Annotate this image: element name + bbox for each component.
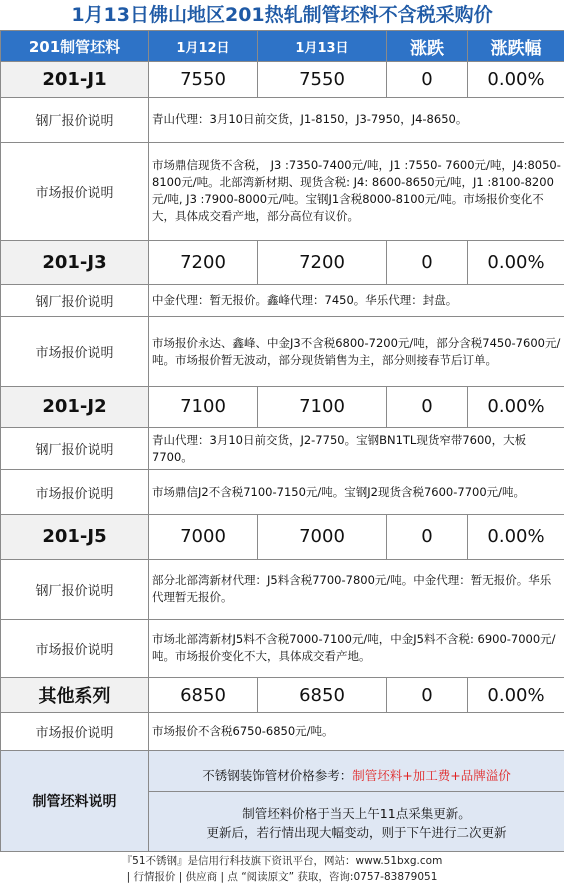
curr-price: 7000 xyxy=(258,514,387,559)
curr-price: 7550 xyxy=(258,62,387,98)
note-row xyxy=(1,712,564,751)
curr-price: 7200 xyxy=(258,241,387,285)
site-footer xyxy=(0,852,564,886)
note-label: 钢厂报价说明 xyxy=(1,427,149,470)
note-row xyxy=(1,619,564,678)
price-change-pct: 0.00% xyxy=(468,62,564,98)
price-change-pct: 0.00% xyxy=(468,678,564,713)
note-text: 市场报价永达、鑫峰、中金J3不含税6800-7200元/吨，部分含税7450-7600元/吨。市场报价暂无波动，部分现货销售为主，部分则接春节后订单。 xyxy=(149,317,564,387)
note-row xyxy=(1,427,564,470)
header-curr-date: 1月13日 xyxy=(258,31,387,62)
note-label: 市场报价说明 xyxy=(1,712,149,751)
footnote-formula: 制管坯料+加工费+品牌溢价 xyxy=(352,767,511,783)
footnote-line1 xyxy=(149,761,564,791)
note-row xyxy=(1,284,564,316)
note-text: 中金代理：暂无报价。鑫峰代理：7450。华乐代理：封盘。 xyxy=(149,284,564,316)
price-table xyxy=(0,30,564,852)
prev-price: 7000 xyxy=(149,514,258,559)
note-text: 市场鼎信现货不含税， J3 :7350-7400元/吨，J1 :7550- 7600元/吨，J4:8050-8100元/吨。北部湾新材期、现货含税: J4: 8600-8650元/吨，J1 :8100-8200元/吨, J3 :7900-8000元/吨。宝钢J1含税8000-8100元/吨。市场报价变化不大，具体成交看产地，部分高位有议价。 xyxy=(149,142,564,240)
price-change-pct: 0.00% xyxy=(468,387,564,428)
note-text: 青山代理：3月10日前交货，J1-8150，J3-7950，J4-8650。 xyxy=(149,97,564,142)
footnote-text xyxy=(149,751,564,852)
note-row xyxy=(1,142,564,240)
note-row xyxy=(1,559,564,619)
price-row xyxy=(1,514,564,559)
note-row xyxy=(1,470,564,515)
price-row xyxy=(1,678,564,713)
note-label: 市场报价说明 xyxy=(1,470,149,515)
note-row xyxy=(1,97,564,142)
header-change: 涨跌 xyxy=(387,31,468,62)
product-name: 201-J1 xyxy=(1,62,149,98)
footnote-label: 制管坯料说明 xyxy=(1,751,149,852)
price-row xyxy=(1,387,564,428)
curr-price: 6850 xyxy=(258,678,387,713)
price-change: 0 xyxy=(387,62,468,98)
note-text: 市场北部湾新材J5料不含税7000-7100元/吨，中金J5料不含税: 6900-7000元/吨。市场报价变化不大，具体成交看产地。 xyxy=(149,619,564,678)
site-footer-line1: 『51不锈钢』是信用行科技旗下资讯平台，网站：www.51bxg.com xyxy=(121,855,443,867)
note-text: 青山代理：3月10日前交货，J2-7750。宝钢BN1TL现货窄带7600，大板7700。 xyxy=(149,427,564,470)
note-text: 市场报价不含税6750-6850元/吨。 xyxy=(149,712,564,751)
note-label: 钢厂报价说明 xyxy=(1,97,149,142)
header-prev-date: 1月12日 xyxy=(149,31,258,62)
note-text: 部分北部湾新材代理：J5料含税7700-7800元/吨。中金代理：暂无报价。华乐代理暂无报价。 xyxy=(149,559,564,619)
note-label: 钢厂报价说明 xyxy=(1,284,149,316)
footnote-line1-prefix: 不锈钢装饰管材价格参考： xyxy=(202,767,353,783)
note-row xyxy=(1,317,564,387)
note-label: 市场报价说明 xyxy=(1,317,149,387)
footnote-line3: 更新后，若行情出现大幅变动，则于下午进行二次更新 xyxy=(206,824,507,840)
note-label: 市场报价说明 xyxy=(1,619,149,678)
note-label: 钢厂报价说明 xyxy=(1,559,149,619)
site-footer-line2: | 行情报价 | 供应商 | 点 “阅读原文” 获取，咨询:0757-83879051 xyxy=(126,871,438,883)
price-change-pct: 0.00% xyxy=(468,514,564,559)
price-change: 0 xyxy=(387,678,468,713)
prev-price: 7200 xyxy=(149,241,258,285)
product-name: 201-J2 xyxy=(1,387,149,428)
curr-price: 7100 xyxy=(258,387,387,428)
table-header-row xyxy=(1,31,564,62)
product-name: 201-J3 xyxy=(1,241,149,285)
product-name: 201-J5 xyxy=(1,514,149,559)
header-product: 201制管坯料 xyxy=(1,31,149,62)
note-text: 市场鼎信J2不含税7100-7150元/吨。宝钢J2现货含税7600-7700元/吨。 xyxy=(149,470,564,515)
header-change-pct: 涨跌幅 xyxy=(468,31,564,62)
page-title: 1月13日佛山地区201热轧制管坯料不含税采购价 xyxy=(71,4,493,26)
prev-price: 7550 xyxy=(149,62,258,98)
price-row xyxy=(1,62,564,98)
price-change: 0 xyxy=(387,387,468,428)
price-change: 0 xyxy=(387,241,468,285)
product-name: 其他系列 xyxy=(1,678,149,713)
prev-price: 6850 xyxy=(149,678,258,713)
footnote-line2: 制管坯料价格于当天上午11点采集更新。 xyxy=(242,805,471,821)
price-change-pct: 0.00% xyxy=(468,241,564,285)
price-change: 0 xyxy=(387,514,468,559)
price-row xyxy=(1,241,564,285)
prev-price: 7100 xyxy=(149,387,258,428)
footnote-row xyxy=(1,751,564,852)
note-label: 市场报价说明 xyxy=(1,142,149,240)
